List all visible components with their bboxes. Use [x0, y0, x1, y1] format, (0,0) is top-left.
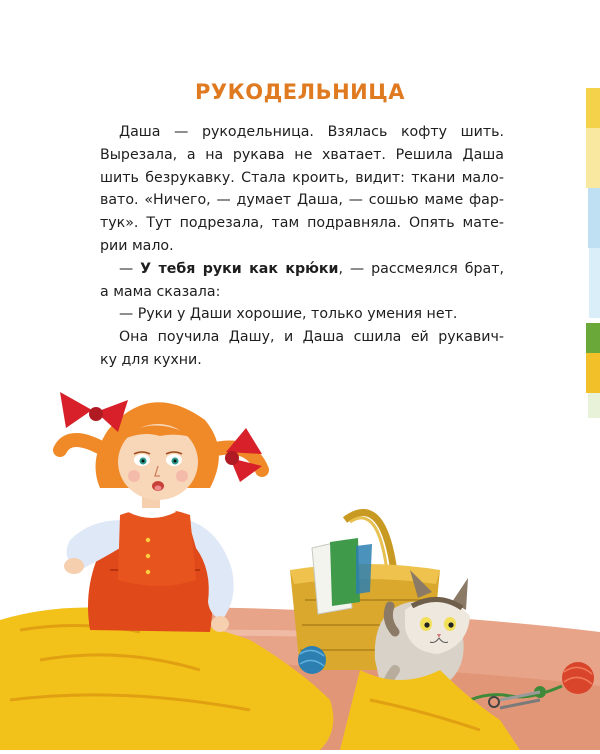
girl — [60, 402, 262, 632]
story-line-7 — [100, 258, 504, 281]
story-line-5: тук». Тут подрезала, там подравняла. Опять мате- — [100, 215, 504, 232]
story-line-4: вато. «Ничего, — думает Даша, — сошью маме фар- — [100, 192, 504, 209]
story-line-6: рии мало. — [100, 237, 174, 254]
story-line-9: — Руки у Даши хорошие, только умения нет. — [119, 306, 458, 323]
story-text — [100, 121, 504, 372]
story-line-2: Вырезала, а на рукава не хватает. Решила Даша — [100, 146, 504, 163]
story-title: РУКОДЕЛЬНИЦА — [195, 80, 405, 104]
story-line-8: а мама сказала: — [100, 283, 221, 300]
story-line-3: шить безрукавку. Стала кроить, видит: ткани мало- — [100, 169, 504, 186]
story-illustration — [0, 370, 600, 750]
dialogue-tail: , — рассмеялся брат, — [338, 260, 504, 277]
emphasized-phrase: У тебя руки как крю́ки — [140, 260, 339, 277]
blue-yarn-ball — [298, 646, 326, 674]
story-line-1: Даша — рукодельница. Взялась кофту шить. — [119, 124, 504, 140]
story-line-10: Она поучила Дашу, и Даша сшила ей рукавич- — [119, 329, 504, 346]
dialogue-dash: — — [119, 260, 141, 277]
story-line-11: ку для кухни. — [100, 351, 202, 368]
page-edge-color-strip — [586, 88, 600, 418]
